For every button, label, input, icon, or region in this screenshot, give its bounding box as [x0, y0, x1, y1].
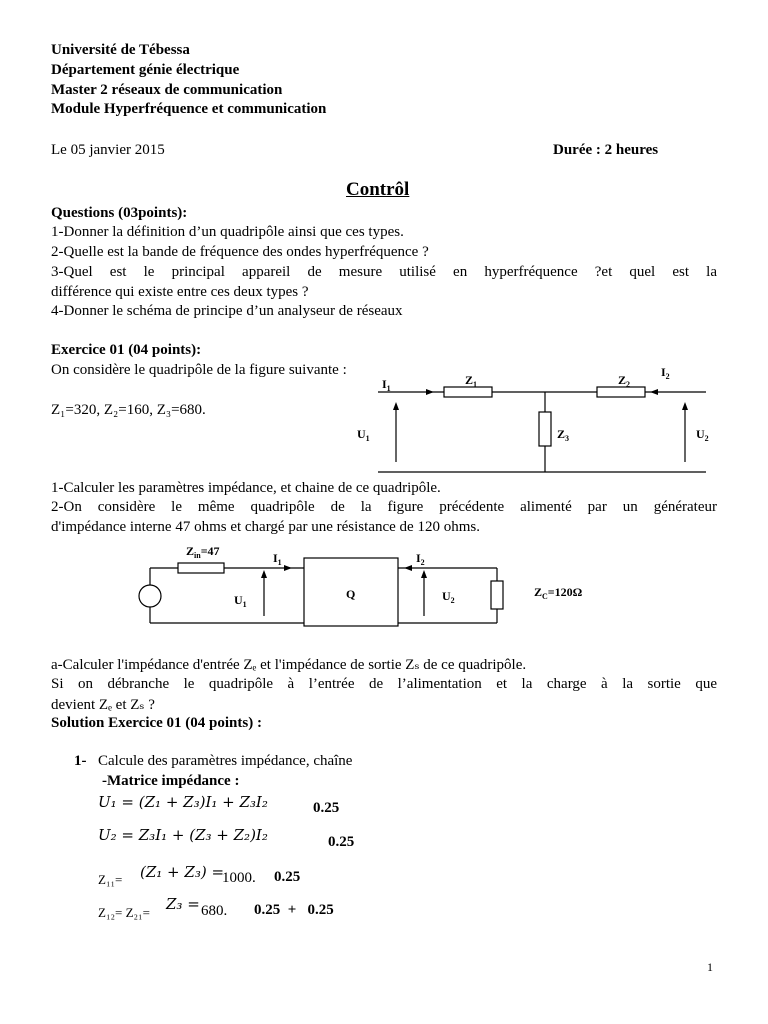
questions-heading: Questions (03points):: [51, 205, 188, 221]
fig2-zin-label: $Z_{in}=47$: [186, 544, 220, 560]
question-4: 4-Donner le schéma de principe d’un analyseur de réseaux: [51, 303, 403, 319]
equation-u1: U₁ = (Z₁ + Z₃)I₁ + Z₃I₂: [98, 793, 268, 811]
fig1-i1-label: $I_1$: [382, 377, 391, 393]
fig2-u1-label: $U_1$: [234, 593, 247, 609]
z11-value: 1000.: [222, 870, 256, 886]
z12-lhs: Z₁₂= Z₂₁=: [98, 905, 150, 920]
question-3-line-1: 3-Quel est le principal appareil de mesure utilisé en hyperfréquence ?et quel est la: [51, 264, 717, 280]
solution-item-text: Calcule des paramètres impédance, chaîne: [98, 753, 353, 769]
fig2-u2-label: $U_2$: [442, 589, 455, 605]
fig2-i2-label: $I_2$: [416, 551, 425, 567]
matrix-impedance-label: -Matrice impédance :: [102, 773, 240, 789]
question-2: 2-Quelle est la bande de fréquence des ondes hyperfréquence ?: [51, 244, 429, 260]
exercise-1-part-b-line-2: devient Zₑ et Zₛ ?: [51, 697, 155, 713]
exercise-1-heading: Exercice 01 (04 points):: [51, 342, 202, 358]
z11-lhs: Z₁₁=: [98, 872, 123, 887]
equation-u2: U₂ = Z₃I₁ + (Z₃ + Z₂)I₂: [98, 826, 268, 844]
exercise-1-intro: On considère le quadripôle de la figure suivante :: [51, 362, 347, 378]
exercise-1-part-a: a-Calculer l'impédance d'entrée Zₑ et l'impédance de sortie Zₛ de ce quadripôle.: [51, 657, 527, 673]
fig1-z1-label: $Z_1$: [465, 373, 478, 389]
page-title: Contrôl: [346, 179, 410, 200]
module-name: Module Hyperfréquence et communication: [51, 101, 327, 117]
z12-points: 0.25 + 0.25: [254, 902, 334, 918]
fig2-q-label: Q: [346, 587, 356, 601]
page-number: 1: [707, 960, 713, 974]
fig2-i1-label: $I_1$: [273, 551, 282, 567]
quadripole-circuit-diagram: [340, 362, 730, 478]
solution-item-number: 1-: [74, 753, 87, 769]
exam-duration: Durée : 2 heures: [553, 142, 659, 158]
exercise-1-part-2-line-1: 2-On considère le même quadripôle de la figure précédente alimenté par un générateur: [51, 499, 717, 515]
question-3-line-2: différence qui existe entre ces deux types ?: [51, 284, 309, 300]
fig1-u2-label: $U_2$: [696, 427, 709, 443]
equation-u1-points: 0.25: [313, 800, 340, 816]
loaded-quadripole-diagram: [120, 538, 620, 638]
question-1: 1-Donner la définition d’un quadripôle ainsi que ces types.: [51, 224, 404, 240]
exercise-1-part-b-line-1: Si on débranche le quadripôle à l’entrée de l’alimentation et la charge à la sortie que: [51, 676, 717, 692]
z11-expression: (Z₁ + Z₃) =: [140, 863, 225, 881]
z12-expression: Z₃ =: [166, 895, 200, 913]
equation-u2-points: 0.25: [328, 834, 355, 850]
exercise-1-part-2-line-2: d'impédance interne 47 ohms et chargé par une résistance de 120 ohms.: [51, 519, 480, 535]
solution-heading: Solution Exercice 01 (04 points) :: [51, 715, 262, 731]
fig1-u1-label: $U_1$: [357, 427, 370, 443]
program-name: Master 2 réseaux de communication: [51, 82, 283, 98]
university-name: Université de Tébessa: [51, 42, 190, 58]
department-name: Département génie électrique: [51, 62, 240, 78]
impedance-values: Z₁=320, Z₂=160, Z₃=680.: [51, 402, 206, 418]
fig1-z3-label: $Z_3$: [557, 427, 570, 443]
exercise-1-part-1: 1-Calculer les paramètres impédance, et chaine de ce quadripôle.: [51, 480, 441, 496]
fig2-zc-label: $Z_C=120\Omega$: [534, 585, 583, 601]
exam-date: Le 05 janvier 2015: [51, 142, 165, 158]
z12-value: 680.: [201, 903, 228, 919]
z11-points: 0.25: [274, 869, 301, 885]
fig1-z2-label: $Z_2$: [618, 373, 631, 389]
fig1-i2-label: $I_2$: [661, 365, 670, 381]
